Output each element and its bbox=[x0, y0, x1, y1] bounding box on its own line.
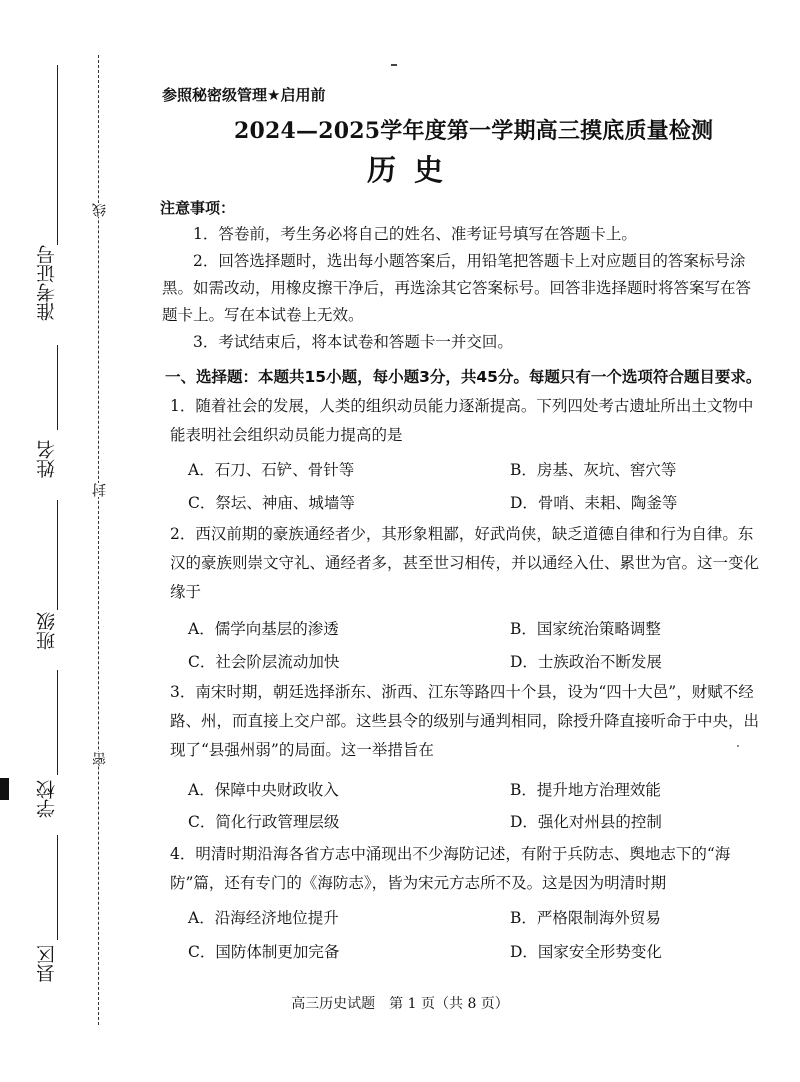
binding-dashed-line bbox=[98, 55, 99, 1025]
top-mark bbox=[391, 64, 397, 66]
label-name: 姓名 bbox=[36, 440, 58, 478]
question-2-option-b: B．国家统治策略调整 bbox=[510, 620, 661, 638]
question-2-option-d: D．士族政治不断发展 bbox=[510, 653, 662, 671]
question-1-option-b: B．房基、灰坑、窖穴等 bbox=[510, 461, 677, 479]
notice-item-3: 3．考试结束后，将本试卷和答题卡一并交回。 bbox=[193, 333, 513, 351]
notice-heading: 注意事项： bbox=[160, 199, 236, 217]
seal-word-secret: 密 bbox=[92, 752, 108, 766]
question-4-option-c: C．国防体制更加完备 bbox=[188, 943, 340, 961]
question-4-option-d: D．国家安全形势变化 bbox=[510, 943, 662, 961]
seal-word-seal: 封 bbox=[92, 483, 108, 497]
question-4-option-a: A．沿海经济地位提升 bbox=[188, 909, 339, 927]
school-blank-line bbox=[57, 670, 58, 775]
label-school: 学校 bbox=[36, 780, 58, 818]
subject-title: 历史 bbox=[366, 153, 461, 187]
label-district: 县区 bbox=[36, 945, 58, 983]
label-class: 班级 bbox=[36, 612, 58, 650]
district-blank-line bbox=[57, 835, 58, 940]
question-3-option-d: D．强化对州县的控制 bbox=[510, 813, 662, 831]
question-4-stem: 4．明清时期沿海各省方志中涌现出不少海防记述，有附于兵防志、舆地志下的“海防”篇，还有专门的《海防志》，皆为宋元方志所不及。这是因为明清时期 bbox=[170, 845, 731, 892]
confidentiality-note: 参照秘密级管理★启用前 bbox=[162, 86, 326, 104]
question-2-option-a: A．儒学向基层的渗透 bbox=[188, 620, 339, 638]
notice-item-1: 1．答卷前，考生务必将自己的姓名、准考证号填写在答题卡上。 bbox=[193, 225, 637, 243]
page-footer: 高三历史试题 第 1 页（共 8 页） bbox=[291, 996, 509, 1012]
question-1-option-c: C．祭坛、神庙、城墙等 bbox=[188, 494, 355, 512]
question-1-stem: 1．随着社会的发展，人类的组织动员能力逐渐提高。下列四处考古遗址所出土文物中能表明社会组织动员能力提高的是 bbox=[170, 397, 754, 444]
speck-mark bbox=[737, 745, 739, 747]
question-2-stem: 2．西汉前期的豪族通经者少，其形象粗鄙，好武尚侠，缺乏道德自律和行为自律。东汉的豪族则崇文守礼、通经者多，甚至世习相传，并以通经入仕、累世为官。这一变化缘于 bbox=[170, 525, 760, 601]
name-blank-line bbox=[57, 345, 58, 430]
question-3-option-a: A．保障中央财政收入 bbox=[188, 781, 339, 799]
question-3-option-c: C．简化行政管理层级 bbox=[188, 813, 340, 831]
notice-item-2: 2．回答选择题时，选出每小题答案后，用铅笔把答题卡上对应题目的答案标号涂黑。如需改动，用橡皮擦干净后，再选涂其它答案标号。回答非选择题时将答案写在答题卡上。写在本试卷上无效。 bbox=[162, 252, 752, 324]
question-3-stem: 3．南宋时期，朝廷选择浙东、浙西、江东等路四十个县，设为“四十大邑”，财赋不经路、州，而直接上交户部。这些县令的级别与通判相同，除授升降直接听命于中央，出现了“县强州弱”的局面。这一举措旨在 bbox=[170, 683, 760, 759]
section-title: 一、选择题：本题共15小题，每小题3分，共45分。每题只有一个选项符合题目要求。 bbox=[165, 368, 762, 386]
exam-title: 2024—2025学年度第一学期高三摸底质量检测 bbox=[234, 118, 714, 144]
class-blank-line bbox=[57, 500, 58, 610]
question-3-option-b: B．提升地方治理效能 bbox=[510, 781, 661, 799]
registration-mark bbox=[0, 778, 9, 800]
question-1-option-a: A．石刀、石铲、骨针等 bbox=[188, 461, 355, 479]
label-exam-id: 准考证号 bbox=[36, 245, 58, 321]
question-2-option-c: C．社会阶层流动加快 bbox=[188, 653, 340, 671]
question-1-option-d: D．骨哨、耒耜、陶釜等 bbox=[510, 494, 678, 512]
seal-word-line: 线 bbox=[92, 203, 108, 217]
question-4-option-b: B．严格限制海外贸易 bbox=[510, 909, 661, 927]
